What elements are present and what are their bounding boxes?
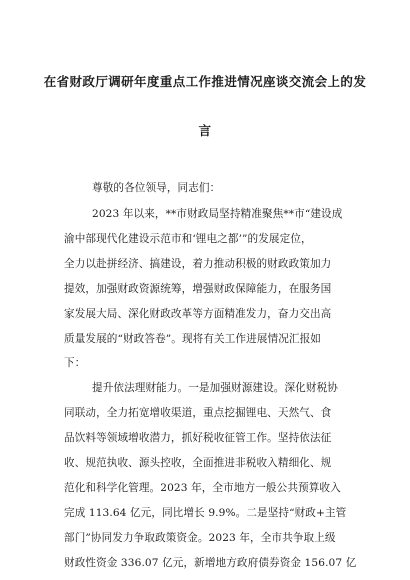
- body-line: 全力以赴拼经济、搞建设，着力推动积极的财政政策加力: [64, 258, 332, 270]
- body-line: 提升依法理财能力。一是加强财源建设。深化财税协: [92, 382, 338, 394]
- body-line: 品饮料等领域增收潜力，抓好税收征管工作。坚持依法征: [64, 432, 332, 444]
- body-line: 财政性资金 336.07 亿元，新增地方政府债券资金 156.07 亿: [64, 557, 357, 569]
- body-line: 家发展大局、深化财政改革等方面精准发力，奋力交出高: [64, 308, 332, 320]
- body-line: 完成 113.64 亿元，同比增长 9.9%。二是坚持“财政+主管: [64, 507, 347, 519]
- body-line: 渝中部现代化建设示范市和‘锂电之都’”的发展定位，: [64, 233, 312, 245]
- body-line: 部门”协同发力争取政策资金。2023 年，全市共争取上级: [64, 532, 336, 544]
- document-title-line-2: 言: [198, 123, 212, 138]
- body-line: 质量发展的“财政答卷”。现将有关工作进展情况汇报如: [64, 333, 321, 345]
- body-line: 同联动，全力拓宽增收渠道，重点挖掘锂电、天然气、食: [64, 407, 332, 419]
- body-line: 收、规范执收、源头控收，全面推进非税收入精细化、规: [64, 457, 332, 469]
- document-title-line-1: 在省财政厅调研年度重点工作推进情况座谈交流会上的发: [43, 74, 367, 89]
- body-line: 范化和科学化管理。2023 年，全市地方一般公共预算收入: [64, 482, 341, 494]
- body-line: 尊敬的各位领导，同志们：: [92, 182, 221, 194]
- body-line: 提效，加强财政资源统筹，增强财政保障能力，在服务国: [64, 283, 332, 295]
- body-line: 下：: [64, 357, 86, 369]
- body-line: 2023 年以来，**市财政局坚持精准聚焦**市“建设成: [92, 208, 343, 220]
